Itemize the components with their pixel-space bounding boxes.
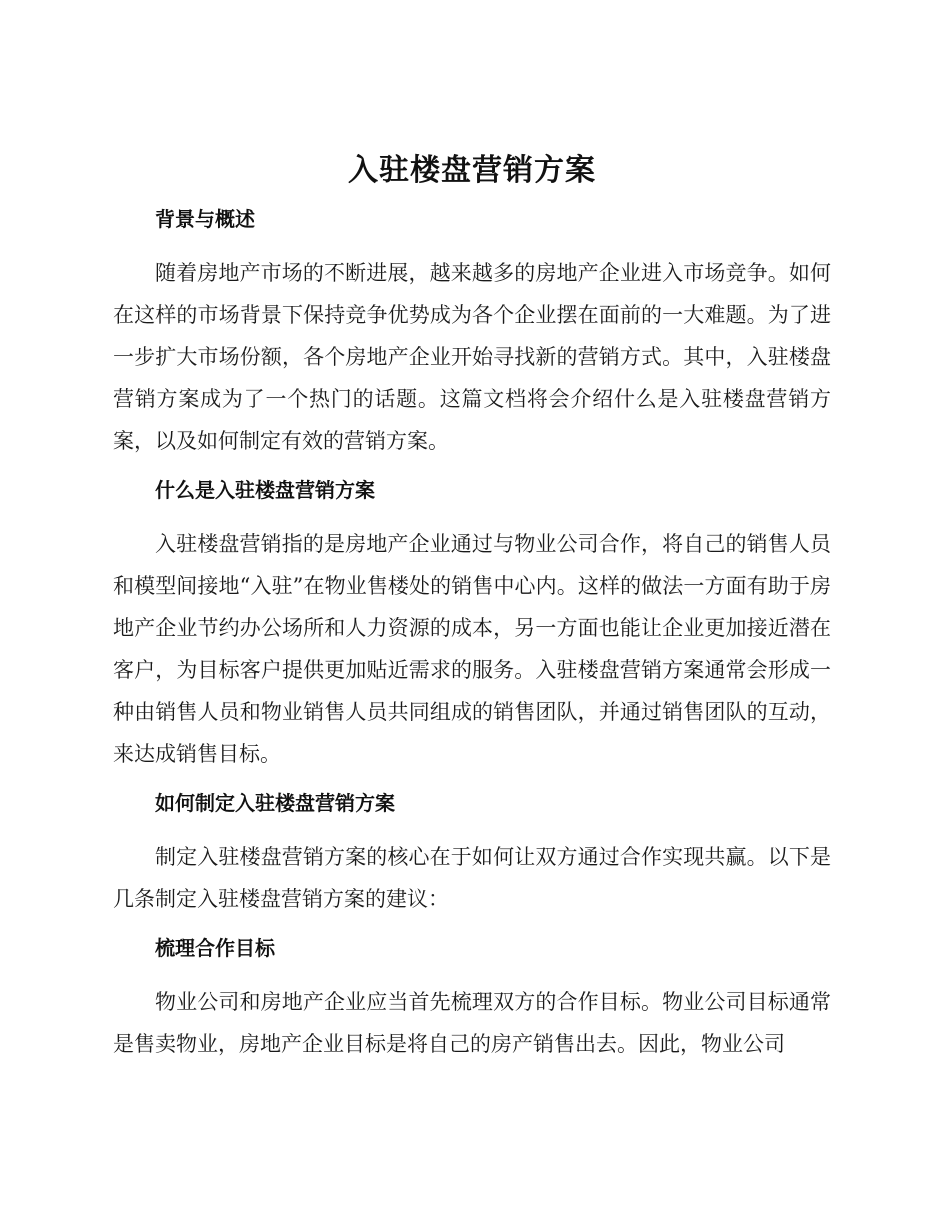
section-paragraph: 入驻楼盘营销指的是房地产企业通过与物业公司合作，将自己的销售人员和模型间接地“入驻”在物业售楼处的销售中心内。这样的做法一方面有助于房地产企业节约办公场所和人力资源的成本，另一方面也能让企业更加接近潜在客户，为目标客户提供更加贴近需求的服务。入驻楼盘营销方案通常会形成一种由销售人员和物业销售人员共同组成的销售团队，并通过销售团队的互动，来达成销售目标。 — [113, 532, 831, 766]
document-page — [113, 150, 831, 1078]
section-heading: 什么是入驻楼盘营销方案 — [155, 478, 375, 502]
section-paragraph: 制定入驻楼盘营销方案的核心在于如何让双方通过合作实现共赢。以下是几条制定入驻楼盘营销方案的建议： — [113, 845, 831, 911]
section-what-is — [113, 475, 831, 775]
section-paragraph: 物业公司和房地产企业应当首先梳理双方的合作目标。物业公司目标通常是售卖物业，房地产企业目标是将自己的房产销售出去。因此，物业公司 — [113, 990, 831, 1056]
section-heading: 背景与概述 — [155, 207, 255, 231]
section-heading: 如何制定入驻楼盘营销方案 — [155, 791, 395, 815]
document-title: 入驻楼盘营销方案 — [348, 153, 596, 188]
section-heading: 梳理合作目标 — [155, 936, 275, 960]
section-background — [113, 204, 831, 462]
section-goals — [113, 933, 831, 1065]
section-paragraph: 随着房地产市场的不断进展，越来越多的房地产企业进入市场竞争。如何在这样的市场背景下保持竞争优势成为各个企业摆在面前的一大难题。为了进一步扩大市场份额，各个房地产企业开始寻找新的营销方式。其中，入驻楼盘营销方案成为了一个热门的话题。这篇文档将会介绍什么是入驻楼盘营销方案，以及如何制定有效的营销方案。 — [113, 261, 831, 453]
section-how-to — [113, 788, 831, 920]
